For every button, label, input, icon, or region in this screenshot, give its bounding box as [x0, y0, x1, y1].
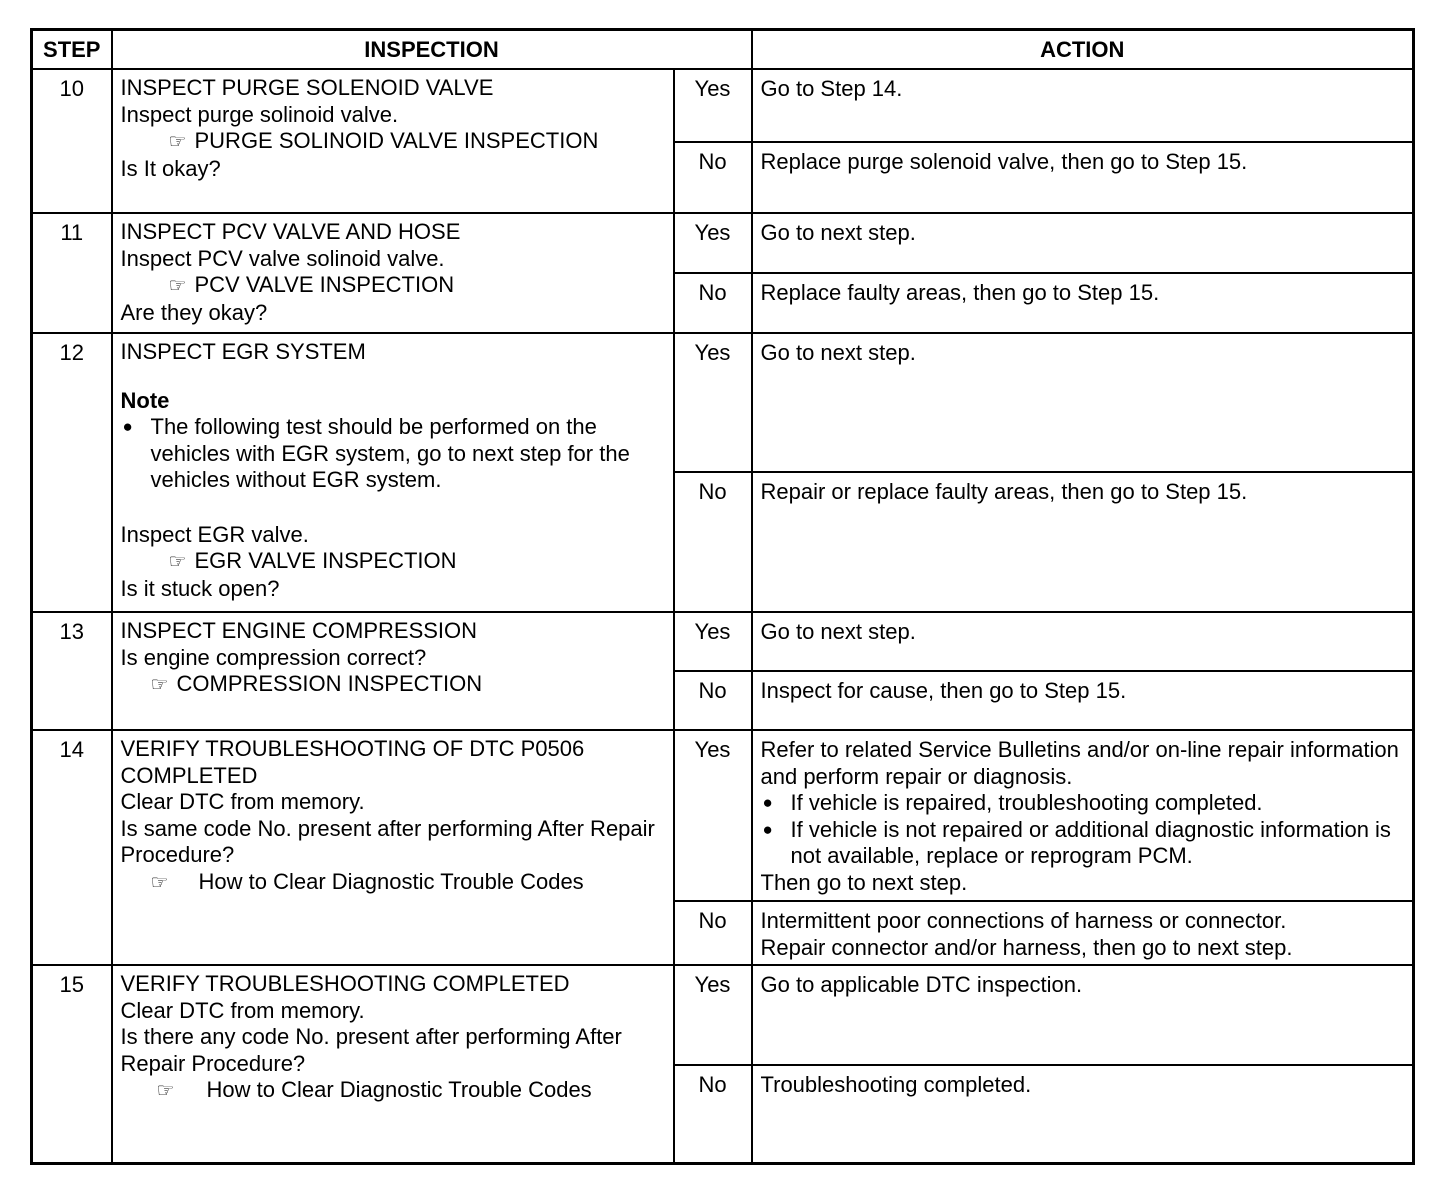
- yes-label: Yes: [674, 612, 752, 671]
- yes-action: Refer to related Service Bulletins and/or on-line repair information and perform repair or diagnosis.: [760, 737, 1399, 789]
- inspection-cell: [112, 69, 674, 213]
- yes-label: Yes: [674, 730, 752, 901]
- table-row: [32, 213, 1414, 273]
- no-action: Replace purge solenoid valve, then go to Step 15.: [752, 142, 1414, 213]
- reference-link: [121, 548, 665, 576]
- no-action: Repair connector and/or harness, then go to next step.: [760, 934, 1293, 960]
- pointing-hand-icon: ☞: [168, 131, 187, 153]
- no-label: No: [674, 1065, 752, 1163]
- inspection-title: VERIFY TROUBLESHOOTING OF DTC P0506 COMPLETED: [120, 736, 585, 788]
- inspection-cell: [112, 612, 674, 730]
- inspection-question: Is engine compression correct?: [120, 644, 427, 670]
- inspection-text: Clear DTC from memory.: [120, 789, 365, 814]
- pointing-hand-icon: ☞: [156, 1080, 175, 1102]
- inspection-cell: [112, 965, 674, 1163]
- inspection-text: Inspect PCV valve solinoid valve.: [120, 245, 445, 271]
- yes-label: Yes: [674, 69, 752, 142]
- reference-link: [121, 272, 665, 300]
- yes-action-followup: Then go to next step.: [760, 869, 968, 895]
- header-action: ACTION: [752, 30, 1414, 70]
- inspection-cell: [112, 333, 674, 612]
- no-label: No: [674, 472, 752, 612]
- inspection-question: Is same code No. present after performing After Repair Procedure?: [120, 815, 655, 867]
- no-action: Replace faulty areas, then go to Step 15.: [752, 273, 1414, 333]
- inspection-cell: [112, 730, 674, 965]
- inspection-question: Is it stuck open?: [120, 575, 280, 601]
- header-row: [32, 30, 1414, 70]
- yes-action: Go to next step.: [752, 213, 1414, 273]
- step-number: 15: [32, 965, 112, 1163]
- step-number: 11: [32, 213, 112, 333]
- yes-label: Yes: [674, 213, 752, 273]
- table-row: [32, 612, 1414, 671]
- reference-link: [121, 128, 665, 156]
- no-label: No: [674, 901, 752, 965]
- inspection-title: INSPECT PCV VALVE AND HOSE: [120, 219, 461, 244]
- note-bullet: ● The following test should be performed on the vehicles with EGR system, go to next step for the vehicles without EGR system.: [121, 414, 665, 494]
- inspection-title: INSPECT ENGINE COMPRESSION: [120, 618, 478, 643]
- pointing-hand-icon: ☞: [168, 275, 187, 297]
- note-title: Note: [120, 387, 170, 413]
- pointing-hand-icon: ☞: [150, 871, 169, 894]
- action-bullet: ● If vehicle is repaired, troubleshooting completed.: [761, 790, 1405, 817]
- reference-link: [121, 1077, 665, 1105]
- header-step: STEP: [32, 30, 112, 70]
- no-label: No: [674, 142, 752, 213]
- reference-label: COMPRESSION INSPECTION: [176, 671, 483, 696]
- inspection-question: Are they okay?: [120, 299, 268, 325]
- step-number: 13: [32, 612, 112, 730]
- pointing-hand-icon: ☞: [150, 674, 169, 696]
- table-row: [32, 730, 1414, 901]
- reference-label: EGR VALVE INSPECTION: [194, 548, 457, 573]
- reference-label: How to Clear Diagnostic Trouble Codes: [198, 868, 584, 894]
- yes-action: Go to Step 14.: [752, 69, 1414, 142]
- inspection-question: Is there any code No. present after performing After Repair Procedure?: [120, 1024, 622, 1076]
- inspection-cell: [112, 213, 674, 333]
- pointing-hand-icon: ☞: [168, 551, 187, 573]
- reference-label: PURGE SOLINOID VALVE INSPECTION: [194, 128, 599, 153]
- inspection-text: Clear DTC from memory.: [120, 997, 365, 1023]
- step-number: 10: [32, 69, 112, 213]
- no-label: No: [674, 273, 752, 333]
- table-row: [32, 965, 1414, 1065]
- no-action: Repair or replace faulty areas, then go to Step 15.: [752, 472, 1414, 612]
- diagnostic-table: [30, 28, 1415, 1165]
- inspection-title: INSPECT EGR SYSTEM: [120, 339, 366, 364]
- no-label: No: [674, 671, 752, 730]
- yes-action-cell: [752, 730, 1414, 901]
- step-number: 12: [32, 333, 112, 612]
- action-bullet: ● If vehicle is not repaired or additional diagnostic information is not available, replace or reprogram PCM.: [761, 817, 1405, 870]
- yes-action: Go to applicable DTC inspection.: [752, 965, 1414, 1065]
- yes-label: Yes: [674, 965, 752, 1065]
- yes-action: Go to next step.: [752, 612, 1414, 671]
- inspection-text: Inspect purge solinoid valve.: [120, 101, 399, 127]
- yes-action: Go to next step.: [752, 333, 1414, 472]
- inspection-title: VERIFY TROUBLESHOOTING COMPLETED: [120, 971, 570, 996]
- header-inspection: INSPECTION: [112, 30, 752, 70]
- step-number: 14: [32, 730, 112, 965]
- inspection-text: Inspect EGR valve.: [120, 521, 309, 547]
- reference-link: [121, 869, 665, 897]
- no-action-cell: [752, 901, 1414, 965]
- reference-label: How to Clear Diagnostic Trouble Codes: [206, 1077, 592, 1102]
- reference-link: [121, 671, 665, 699]
- inspection-question: Is It okay?: [120, 155, 221, 181]
- no-action: Inspect for cause, then go to Step 15.: [752, 671, 1414, 730]
- table-row: [32, 69, 1414, 142]
- no-action: Intermittent poor connections of harness or connector.: [760, 908, 1287, 933]
- inspection-title: INSPECT PURGE SOLENOID VALVE: [120, 75, 494, 100]
- yes-label: Yes: [674, 333, 752, 472]
- no-action: Troubleshooting completed.: [752, 1065, 1414, 1163]
- reference-label: PCV VALVE INSPECTION: [194, 272, 455, 297]
- table-row: [32, 333, 1414, 472]
